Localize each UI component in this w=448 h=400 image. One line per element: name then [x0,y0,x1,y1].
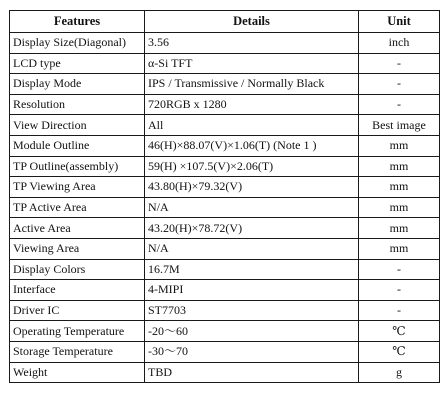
spec-table [9,10,440,383]
header-details: Details [145,11,359,33]
details-cell: N/A [145,197,359,218]
feature-cell: View Direction [10,115,145,136]
unit-cell: mm [359,135,440,156]
table-row [10,238,440,259]
unit-cell: inch [359,33,440,54]
unit-cell: - [359,74,440,95]
unit-cell: mm [359,197,440,218]
feature-cell: Module Outline [10,135,145,156]
table-row [10,321,440,342]
feature-cell: Operating Temperature [10,321,145,342]
details-cell: IPS / Transmissive / Normally Black [145,74,359,95]
unit-cell: ℃ [359,321,440,342]
feature-cell: Driver IC [10,300,145,321]
feature-cell: Display Size(Diagonal) [10,33,145,54]
table-body [10,33,440,383]
details-cell: -30～70 [145,341,359,362]
details-cell: 16.7M [145,259,359,280]
table-row [10,135,440,156]
feature-cell: Display Colors [10,259,145,280]
details-cell: -20～60 [145,321,359,342]
table-row [10,341,440,362]
table-row [10,197,440,218]
details-cell: 720RGB x 1280 [145,94,359,115]
details-cell: 46(H)×88.07(V)×1.06(T) (Note 1 ) [145,135,359,156]
details-cell: α-Si TFT [145,53,359,74]
details-cell: ST7703 [145,300,359,321]
details-cell: 43.20(H)×78.72(V) [145,218,359,239]
unit-cell: - [359,280,440,301]
table-row [10,33,440,54]
unit-cell: - [359,259,440,280]
table-row [10,280,440,301]
details-cell: All [145,115,359,136]
table-row [10,53,440,74]
feature-cell: Storage Temperature [10,341,145,362]
unit-cell: - [359,300,440,321]
details-cell: N/A [145,238,359,259]
unit-cell: g [359,362,440,383]
details-cell: 59(H) ×107.5(V)×2.06(T) [145,156,359,177]
spec-table-container [9,10,439,383]
feature-cell: TP Active Area [10,197,145,218]
header-row [10,11,440,33]
table-row [10,156,440,177]
feature-cell: Display Mode [10,74,145,95]
feature-cell: LCD type [10,53,145,74]
table-header [10,11,440,33]
unit-cell: - [359,94,440,115]
table-row [10,362,440,383]
unit-cell: Best image [359,115,440,136]
unit-cell: mm [359,238,440,259]
table-row [10,74,440,95]
feature-cell: Resolution [10,94,145,115]
unit-cell: mm [359,218,440,239]
feature-cell: TP Outline(assembly) [10,156,145,177]
table-row [10,259,440,280]
unit-cell: mm [359,177,440,198]
table-row [10,115,440,136]
feature-cell: Viewing Area [10,238,145,259]
feature-cell: Active Area [10,218,145,239]
details-cell: 43.80(H)×79.32(V) [145,177,359,198]
feature-cell: TP Viewing Area [10,177,145,198]
unit-cell: ℃ [359,341,440,362]
feature-cell: Interface [10,280,145,301]
header-unit: Unit [359,11,440,33]
unit-cell: - [359,53,440,74]
header-features: Features [10,11,145,33]
details-cell: 4-MIPI [145,280,359,301]
table-row [10,218,440,239]
details-cell: 3.56 [145,33,359,54]
unit-cell: mm [359,156,440,177]
table-row [10,177,440,198]
table-row [10,300,440,321]
details-cell: TBD [145,362,359,383]
feature-cell: Weight [10,362,145,383]
table-row [10,94,440,115]
